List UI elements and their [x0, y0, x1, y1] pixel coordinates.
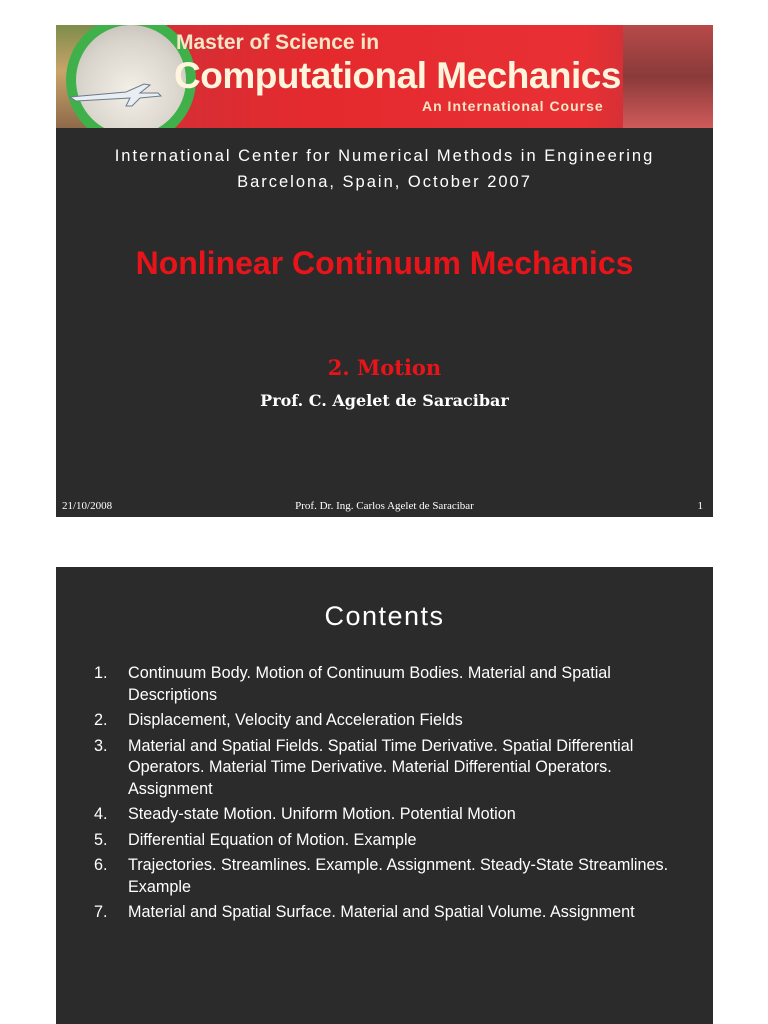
footer-date: 21/10/2008 — [62, 500, 113, 512]
banner-program-label: Master of Science in — [176, 31, 380, 54]
contents-list — [94, 663, 699, 928]
institution-name: International Center for Numerical Methods in Engineering — [114, 147, 655, 165]
banner-program-title: Computational Mechanics — [174, 55, 621, 96]
item-number: 1. — [94, 664, 108, 682]
item-text: Continuum Body. Motion of Continuum Bodies. Material and Spatial Descriptions — [128, 664, 611, 704]
list-item — [94, 710, 699, 732]
item-text: Material and Spatial Surface. Material and Spatial Volume. Assignment — [128, 903, 635, 921]
contents-slide — [56, 567, 713, 1024]
airplane-icon — [66, 80, 162, 110]
item-number: 7. — [94, 903, 108, 921]
course-title: Nonlinear Continuum Mechanics — [135, 245, 634, 281]
list-item — [94, 663, 699, 706]
list-item — [94, 830, 699, 852]
list-item — [94, 855, 699, 898]
chapter-title: 2. Motion — [327, 355, 442, 380]
item-number: 5. — [94, 830, 108, 849]
item-number: 2. — [94, 711, 108, 729]
item-text: Displacement, Velocity and Acceleration Fields — [128, 711, 463, 729]
course-banner — [56, 25, 713, 128]
professor-name: Prof. C. Agelet de Saracibar — [260, 391, 509, 410]
item-number: 4. — [94, 805, 108, 823]
footer-page-number: 1 — [697, 500, 703, 512]
contents-title: Contents — [324, 601, 445, 631]
item-number: 6. — [94, 856, 108, 874]
list-item — [94, 902, 699, 924]
item-text: Steady-state Motion. Uniform Motion. Potential Motion — [128, 805, 516, 823]
item-text: Trajectories. Streamlines. Example. Assignment. Steady-State Streamlines. Example — [128, 856, 669, 896]
item-text: Material and Spatial Fields. Spatial Time Derivative. Spatial Differential Operators. Material Time Derivative. Material Differential Operators. Assignment — [128, 736, 634, 798]
item-number: 3. — [94, 736, 108, 755]
title-slide — [56, 25, 713, 517]
institution-location-date: Barcelona, Spain, October 2007 — [237, 173, 532, 191]
list-item — [94, 736, 699, 801]
list-item — [94, 804, 699, 826]
banner-photo-right — [623, 25, 713, 128]
banner-subtitle: An International Course — [422, 98, 604, 114]
footer-author: Prof. Dr. Ing. Carlos Agelet de Saracibar — [295, 500, 474, 512]
item-text: Differential Equation of Motion. Example — [128, 830, 417, 849]
